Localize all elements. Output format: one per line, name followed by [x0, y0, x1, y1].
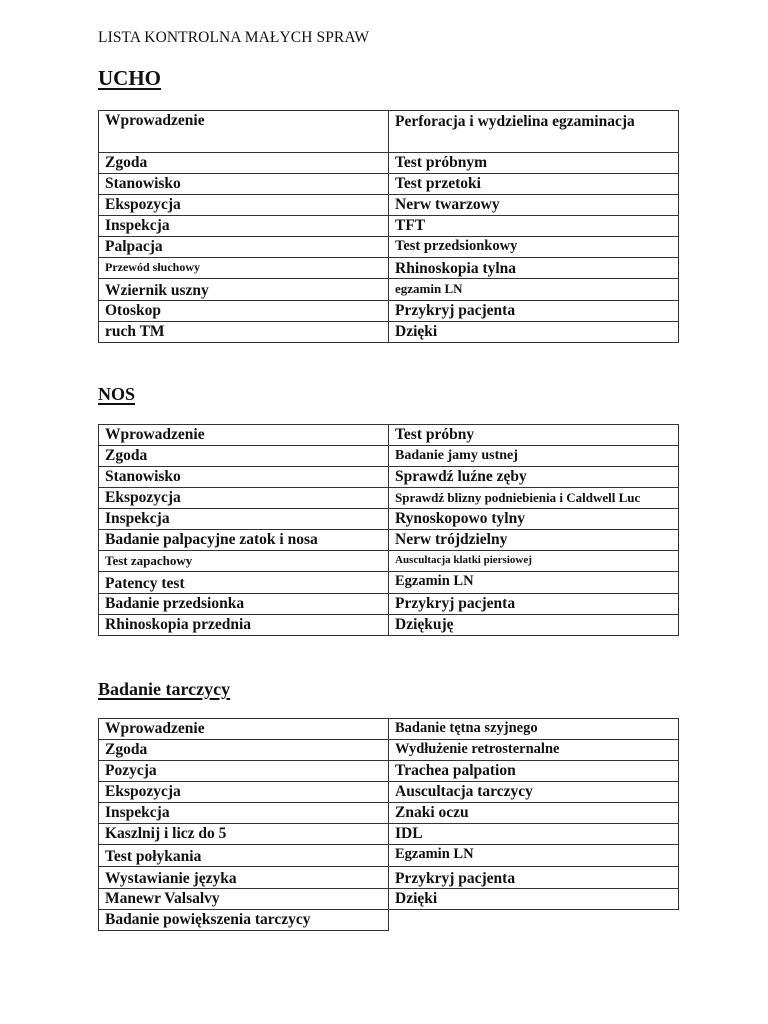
table-row — [99, 237, 679, 258]
table-row — [99, 111, 679, 153]
table-row — [99, 551, 679, 572]
table-cell: Wydłużenie retrosternalne — [389, 740, 679, 761]
table-cell: Wprowadzenie — [99, 111, 389, 153]
table-cell: Przykryj pacjenta — [389, 301, 679, 322]
table-cell: Test próbnym — [389, 153, 679, 174]
table-cell: Wprowadzenie — [99, 425, 389, 446]
table-row — [99, 910, 679, 931]
table-row — [99, 845, 679, 867]
table-cell: Egzamin LN — [389, 572, 679, 594]
table-cell: Wprowadzenie — [99, 719, 389, 740]
table-cell: Ekspozycja — [99, 488, 389, 509]
table-cell: Badanie przedsionka — [99, 594, 389, 615]
table-cell: Stanowisko — [99, 467, 389, 488]
table-cell: Ekspozycja — [99, 782, 389, 803]
table-cell: Test próbny — [389, 425, 679, 446]
table-row — [99, 889, 679, 910]
table-cell: Badanie tętna szyjnego — [389, 719, 679, 740]
table-cell: Przykryj pacjenta — [389, 594, 679, 615]
section-heading-ear: UCHO — [98, 66, 161, 90]
table-cell: Test zapachowy — [99, 551, 389, 572]
table-cell: Przykryj pacjenta — [389, 867, 679, 889]
table-cell: Wystawianie języka — [99, 867, 389, 889]
table-cell: Test przedsionkowy — [389, 237, 679, 258]
table-row — [99, 719, 679, 740]
table-row — [99, 216, 679, 237]
table-cell: Zgoda — [99, 740, 389, 761]
table-cell: Manewr Valsalvy — [99, 889, 389, 910]
table-cell: Zgoda — [99, 153, 389, 174]
table-row — [99, 301, 679, 322]
table-cell: Pozycja — [99, 761, 389, 782]
table-row — [99, 174, 679, 195]
table-cell: egzamin LN — [389, 279, 679, 301]
table-cell: Sprawdź luźne zęby — [389, 467, 679, 488]
table-cell: Inspekcja — [99, 509, 389, 530]
table-cell: Badanie palpacyjne zatok i nosa — [99, 530, 389, 551]
table-cell: Trachea palpation — [389, 761, 679, 782]
table-row — [99, 824, 679, 845]
table-cell: Test przetoki — [389, 174, 679, 195]
table-row — [99, 615, 679, 636]
table-cell: Otoskop — [99, 301, 389, 322]
table-row — [99, 153, 679, 174]
checklist-table-nose — [98, 424, 679, 636]
table-cell: Badanie jamy ustnej — [389, 446, 679, 467]
table-cell: Stanowisko — [99, 174, 389, 195]
table-cell: Patency test — [99, 572, 389, 594]
table-cell: Egzamin LN — [389, 845, 679, 867]
table-cell: Auscultacja tarczycy — [389, 782, 679, 803]
table-row — [99, 279, 679, 301]
table-cell: Perforacja i wydzielina egzaminacja — [389, 111, 679, 153]
table-cell: Rhinoskopia tylna — [389, 258, 679, 279]
section-heading-nose: NOS — [98, 384, 136, 404]
table-row — [99, 803, 679, 824]
table-row — [99, 322, 679, 343]
table-row — [99, 867, 679, 889]
table-row — [99, 572, 679, 594]
table-row — [99, 594, 679, 615]
table-cell: Nerw twarzowy — [389, 195, 679, 216]
table-cell: Dzięki — [389, 889, 679, 910]
table-cell: Sprawdź blizny podniebienia i Caldwell Luc — [389, 488, 679, 509]
table-row — [99, 446, 679, 467]
table-cell: TFT — [389, 216, 679, 237]
table-row — [99, 425, 679, 446]
table-cell: Test połykania — [99, 845, 389, 867]
table-cell: Auscultacja klatki piersiowej — [389, 551, 679, 572]
checklist-table-ear — [98, 110, 679, 343]
table-cell: Znaki oczu — [389, 803, 679, 824]
section-heading-thyroid: Badanie tarczycy — [98, 679, 231, 699]
table-cell: Zgoda — [99, 446, 389, 467]
table-row — [99, 195, 679, 216]
table-cell: Kaszlnij i licz do 5 — [99, 824, 389, 845]
table-cell: Przewód słuchowy — [99, 258, 389, 279]
table-row — [99, 488, 679, 509]
table-cell: Inspekcja — [99, 803, 389, 824]
table-row — [99, 530, 679, 551]
table-cell: Wziernik uszny — [99, 279, 389, 301]
table-cell: ruch TM — [99, 322, 389, 343]
table-cell: Rhinoskopia przednia — [99, 615, 389, 636]
table-cell: Inspekcja — [99, 216, 389, 237]
table-cell: Rynoskopowo tylny — [389, 509, 679, 530]
checklist-table-thyroid — [98, 718, 679, 931]
table-row — [99, 740, 679, 761]
table-row — [99, 509, 679, 530]
table-cell: Ekspozycja — [99, 195, 389, 216]
document-title: LISTA KONTROLNA MAŁYCH SPRAW — [98, 29, 370, 46]
table-cell: Nerw trójdzielny — [389, 530, 679, 551]
table-cell: Badanie powiększenia tarczycy — [99, 910, 389, 931]
table-row — [99, 467, 679, 488]
table-row — [99, 782, 679, 803]
table-cell: Dzięki — [389, 322, 679, 343]
table-cell: IDL — [389, 824, 679, 845]
table-row — [99, 761, 679, 782]
table-cell: Dziękuję — [389, 615, 679, 636]
table-cell-empty — [389, 910, 679, 931]
table-cell: Palpacja — [99, 237, 389, 258]
table-row — [99, 258, 679, 279]
